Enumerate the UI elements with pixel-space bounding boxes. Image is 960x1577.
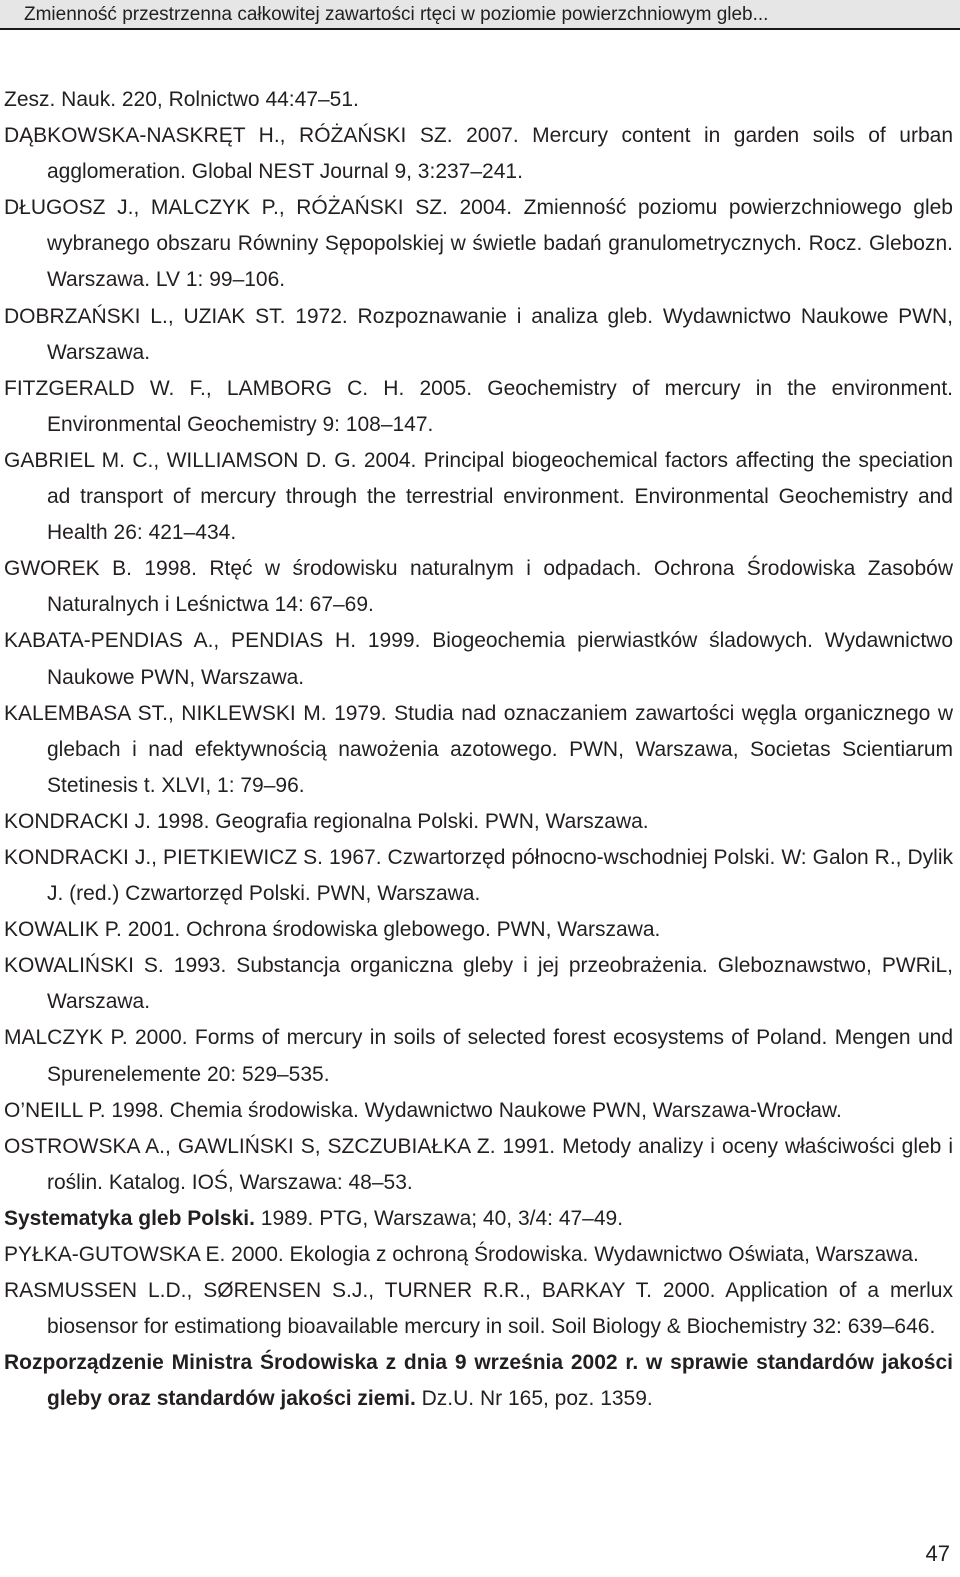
reference-item [4,1201,953,1237]
reference-text: GWOREK B. 1998. Rtęć w środowisku naturalnym i odpadach. Ochrona Środowiska Zasobów Naturalnych i Leśnictwa 14: 67–69. [4,557,953,617]
reference-bold-title: Rozporządzenie Ministra Środowiska z dnia 9 września 2002 r. w sprawie standardów jakości gleby oraz standardów jakości ziemi. [4,1351,953,1411]
running-title: Zmienność przestrzenna całkowitej zawartości rtęci w poziomie powierzchniowym gleb... [24,4,769,25]
reference-text: DOBRZAŃSKI L., UZIAK ST. 1972. Rozpoznawanie i analiza gleb. Wydawnictwo Naukowe PWN, Warszawa. [4,304,953,364]
reference-item [4,1020,953,1092]
reference-item [4,804,953,840]
page-number: 47 [925,1541,950,1566]
reference-item [4,190,953,298]
reference-item [4,696,953,804]
reference-text: O’NEILL P. 1998. Chemia środowiska. Wydawnictwo Naukowe PWN, Warszawa-Wrocław. [4,1098,842,1122]
reference-item [4,443,953,551]
reference-item [4,840,953,912]
reference-text: RASMUSSEN L.D., SØRENSEN S.J., TURNER R.R., BARKAY T. 2000. Application of a merlux biosensor for estimationg bioavailable mercury in soil. Soil Biology & Biochemistry 32: 639–646. [4,1279,953,1339]
reference-item [4,551,953,623]
reference-item [4,299,953,371]
reference-text: DŁUGOSZ J., MALCZYK P., RÓŻAŃSKI SZ. 2004. Zmienność poziomu powierzchniowego gleb wybranego obszaru Równiny Sępopolskiej w świetle badań granulometrycznych. Rocz. Glebozn. Warszawa. LV 1: 99–106. [4,196,953,292]
reference-text: MALCZYK P. 2000. Forms of mercury in soils of selected forest ecosystems of Poland. Mengen und Spurenelemente 20: 529–535. [4,1026,953,1086]
reference-item [4,371,953,443]
reference-text: OSTROWSKA A., GAWLIŃSKI S, SZCZUBIAŁKA Z. 1991. Metody analizy i oceny właściwości gleb i roślin. Katalog. IOŚ, Warszawa: 48–53. [4,1134,953,1194]
reference-list [4,82,953,1417]
reference-item [4,82,953,118]
reference-bold-title: Systematyka gleb Polski. [4,1206,255,1230]
reference-text: FITZGERALD W. F., LAMBORG C. H. 2005. Geochemistry of mercury in the environment. Environmental Geochemistry 9: 108–147. [4,376,953,436]
reference-text: PYŁKA-GUTOWSKA E. 2000. Ekologia z ochroną Środowiska. Wydawnictwo Oświata, Warszawa. [4,1243,919,1266]
reference-item [4,1237,953,1273]
running-header [0,0,960,30]
reference-item [4,1273,953,1345]
reference-item [4,1093,953,1129]
reference-text: KOWALIK P. 2001. Ochrona środowiska glebowego. PWN, Warszawa. [4,918,661,942]
reference-text: GABRIEL M. C., WILLIAMSON D. G. 2004. Principal biogeochemical factors affecting the speciation ad transport of mercury through the terrestrial environment. Environmental Geochemistry and Health 26: 421–434. [4,448,953,545]
reference-item [4,118,953,190]
reference-text: DĄBKOWSKA-NASKRĘT H., RÓŻAŃSKI SZ. 2007. Mercury content in garden soils of urban agglomeration. Global NEST Journal 9, 3:237–241. [4,124,953,184]
reference-item [4,623,953,695]
reference-text: KALEMBASA ST., NIKLEWSKI M. 1979. Studia nad oznaczaniem zawartości węgla organicznego w glebach i nad efektywnością nawożenia azotowego. PWN, Warszawa, Societas Scientiarum Stetinesis t. XLVI, 1: 79–96. [4,701,953,797]
reference-item [4,1345,953,1417]
reference-text: KOWALIŃSKI S. 1993. Substancja organiczna gleby i jej przeobrażenia. Gleboznawstwo, PWRiL, Warszawa. [4,954,953,1014]
reference-item [4,1129,953,1201]
reference-item [4,948,953,1020]
reference-text: KABATA-PENDIAS A., PENDIAS H. 1999. Biogeochemia pierwiastków śladowych. Wydawnictwo Naukowe PWN, Warszawa. [4,629,953,689]
reference-text: 1989. PTG, Warszawa; 40, 3/4: 47–49. [254,1206,624,1230]
reference-item [4,912,953,948]
reference-text: KONDRACKI J. 1998. Geografia regionalna Polski. PWN, Warszawa. [4,809,649,833]
reference-text: KONDRACKI J., PIETKIEWICZ S. 1967. Czwartorzęd północno-wschodniej Polski. W: Galon R., Dylik J. (red.) Czwartorzęd Polski. PWN, Warszawa. [4,845,953,906]
reference-text: Dz.U. Nr 165, poz. 1359. [415,1387,653,1411]
reference-text: Zesz. Nauk. 220, Rolnictwo 44:47–51. [4,88,359,111]
